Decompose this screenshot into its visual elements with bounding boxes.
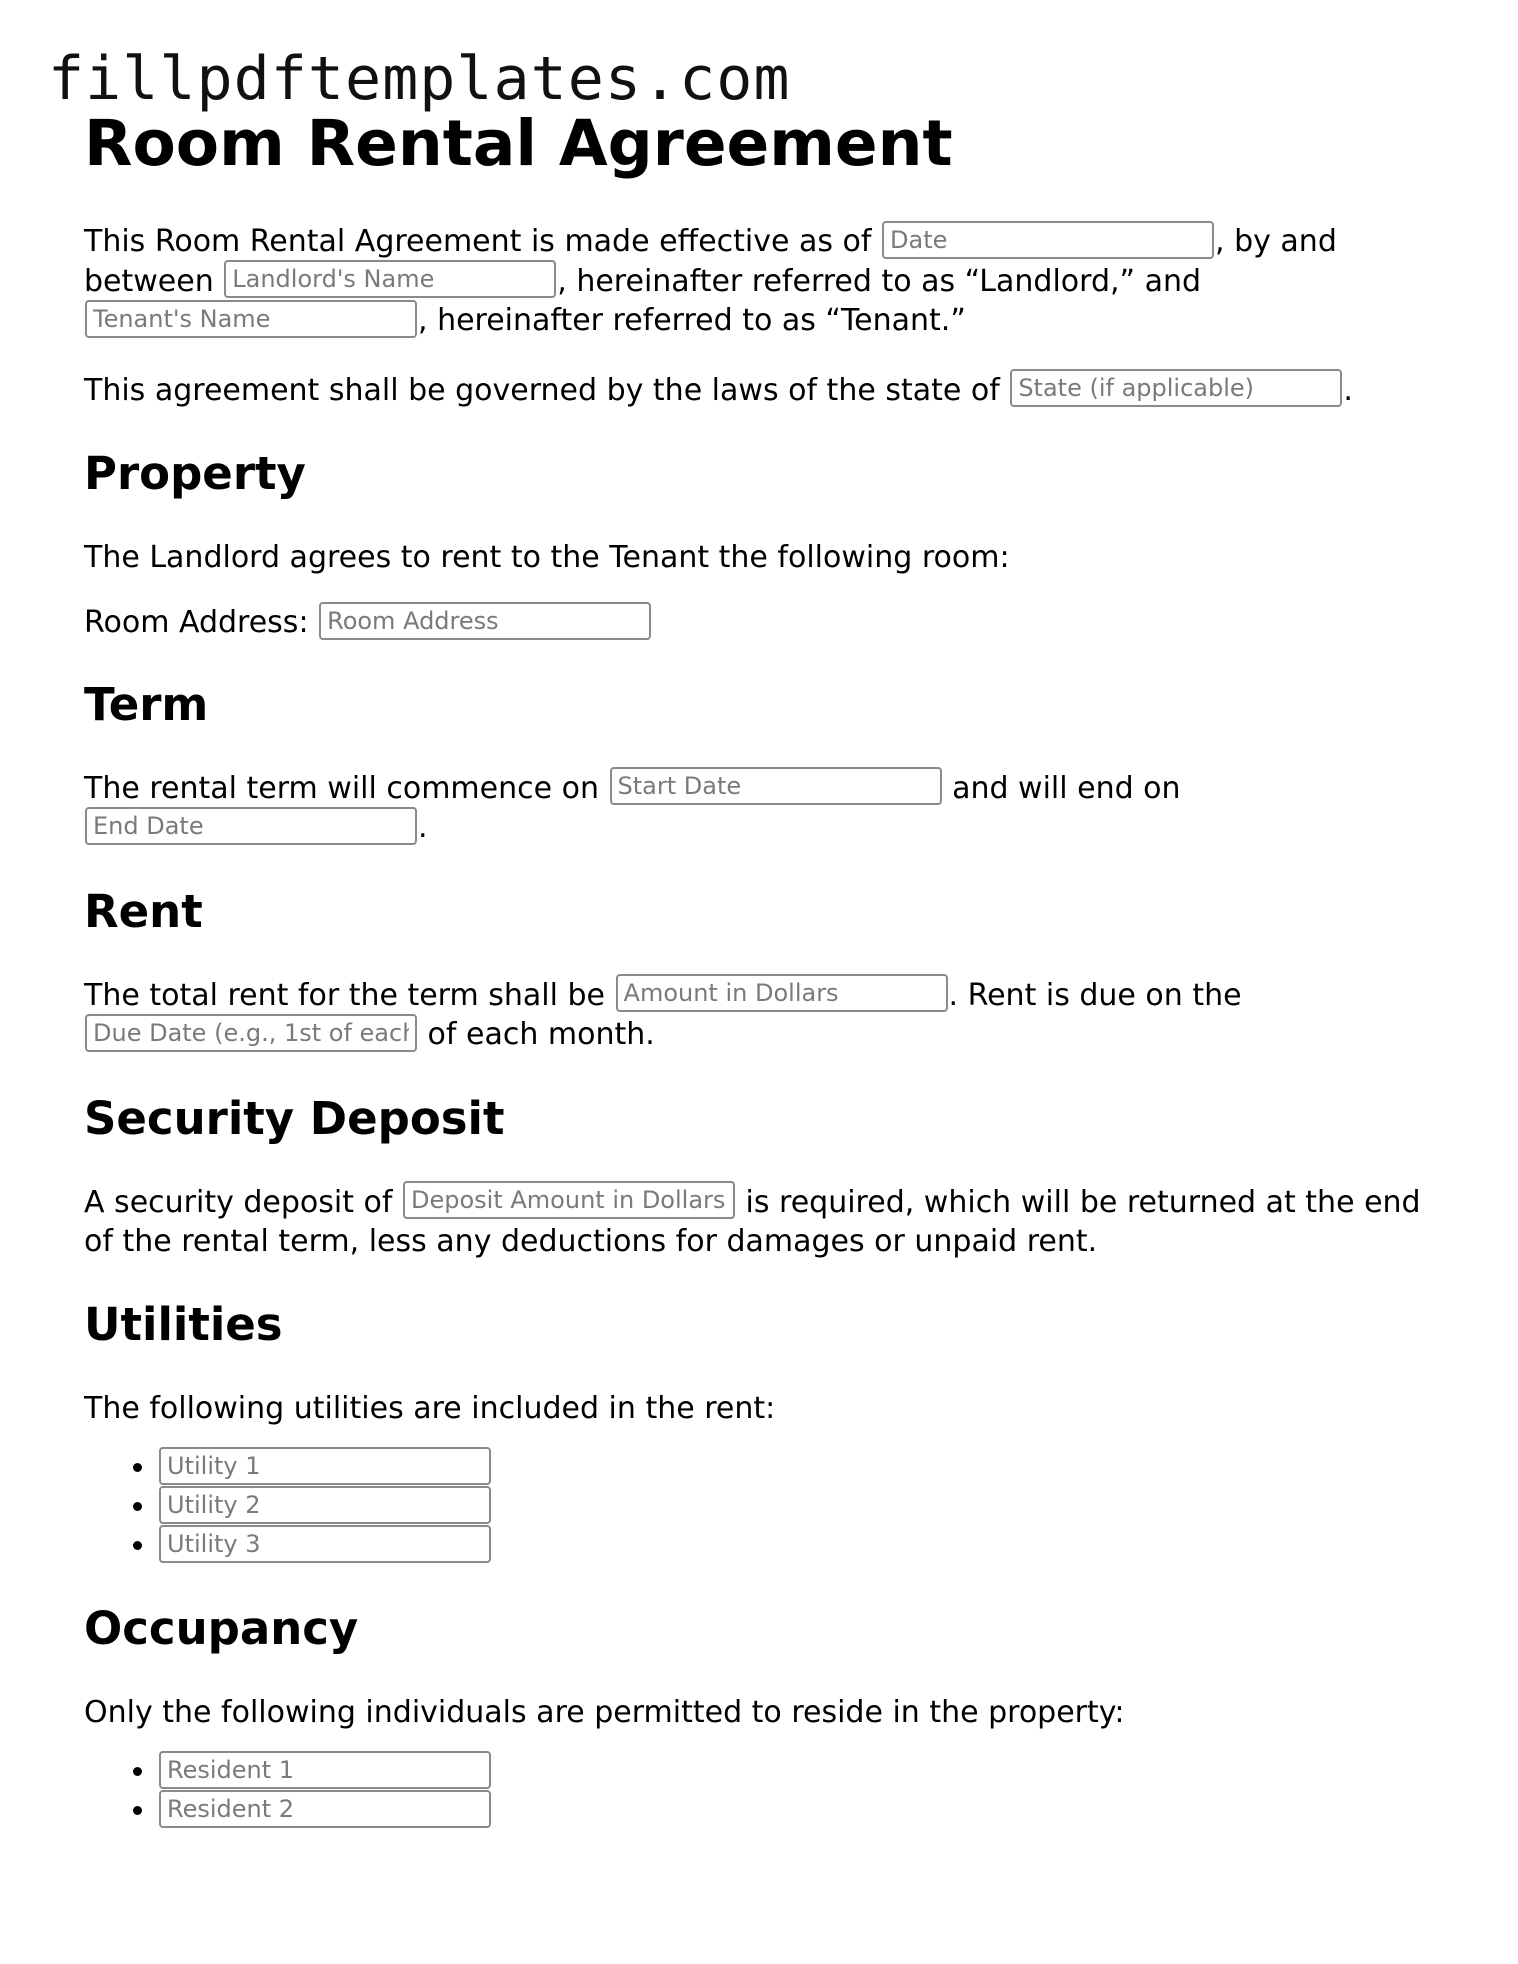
effective-date-input[interactable] <box>882 221 1214 259</box>
term-text-3: . <box>418 810 428 845</box>
watermark: fillpdftemplates.com <box>48 44 791 114</box>
governing-text-2: . <box>1343 372 1353 408</box>
residents-list <box>84 1752 1444 1830</box>
rent-text-3: of each month. <box>418 1017 655 1052</box>
utilities-heading: Utilities <box>84 1298 283 1351</box>
occupancy-heading: Occupancy <box>84 1602 359 1655</box>
term-text-2: and will end on <box>942 770 1181 806</box>
resident-2-input[interactable] <box>159 1790 491 1828</box>
rent-amount-input[interactable] <box>616 974 948 1012</box>
utilities-text: The following utilities are included in the rent: <box>84 1391 776 1426</box>
term-heading: Term <box>84 677 209 731</box>
intro-text-3: , hereinafter referred to as “Landlord,” and <box>557 263 1202 299</box>
term-paragraph <box>84 769 1444 848</box>
tenant-name-input[interactable] <box>85 300 417 338</box>
intro-text-2: , by and between <box>84 224 1337 299</box>
governing-law-paragraph <box>84 371 1444 411</box>
start-date-input[interactable] <box>610 767 942 805</box>
list-item <box>158 1752 1444 1791</box>
property-heading: Property <box>84 447 306 500</box>
room-address-row <box>84 603 1444 643</box>
landlord-name-input[interactable] <box>224 260 556 298</box>
deposit-text-1: A security deposit of <box>84 1184 402 1220</box>
list-item <box>158 1487 1444 1526</box>
deposit-paragraph <box>84 1183 1444 1262</box>
resident-1-input[interactable] <box>159 1751 491 1789</box>
state-input[interactable] <box>1010 369 1342 407</box>
rent-text-1: The total rent for the term shall be <box>84 977 615 1013</box>
intro-text-4: , hereinafter referred to as “Tenant.” <box>418 303 966 338</box>
end-date-input[interactable] <box>85 807 417 845</box>
utility-1-input[interactable] <box>159 1447 491 1485</box>
utilities-list <box>84 1448 1444 1565</box>
rent-paragraph <box>84 976 1444 1055</box>
intro-paragraph <box>84 222 1444 341</box>
list-item <box>158 1791 1444 1830</box>
list-item <box>158 1526 1444 1565</box>
security-deposit-heading: Security Deposit <box>84 1091 505 1145</box>
property-text: The Landlord agrees to rent to the Tenant the following room: <box>84 540 1010 575</box>
room-address-label: Room Address: <box>84 605 319 640</box>
page-title: Room Rental Agreement <box>84 107 953 180</box>
governing-text-1: This agreement shall be governed by the laws of the state of <box>84 372 1010 408</box>
occupancy-text: Only the following individuals are permitted to reside in the property: <box>84 1695 1125 1730</box>
rent-text-2: . Rent is due on the <box>948 977 1242 1013</box>
list-item <box>158 1448 1444 1487</box>
deposit-amount-input[interactable] <box>403 1181 735 1219</box>
due-date-input[interactable] <box>85 1014 417 1052</box>
intro-text-1: This Room Rental Agreement is made effective as of <box>84 224 882 259</box>
rent-heading: Rent <box>84 884 203 938</box>
deposit-text-2: is required, which will be returned at the end of the rental term, less any deductions for damages or unpaid rent. <box>84 1184 1421 1259</box>
room-address-input[interactable] <box>319 602 651 640</box>
term-text-1: The rental term will commence on <box>84 770 609 806</box>
utility-3-input[interactable] <box>159 1525 491 1563</box>
document-page <box>84 108 1444 1830</box>
utility-2-input[interactable] <box>159 1486 491 1524</box>
